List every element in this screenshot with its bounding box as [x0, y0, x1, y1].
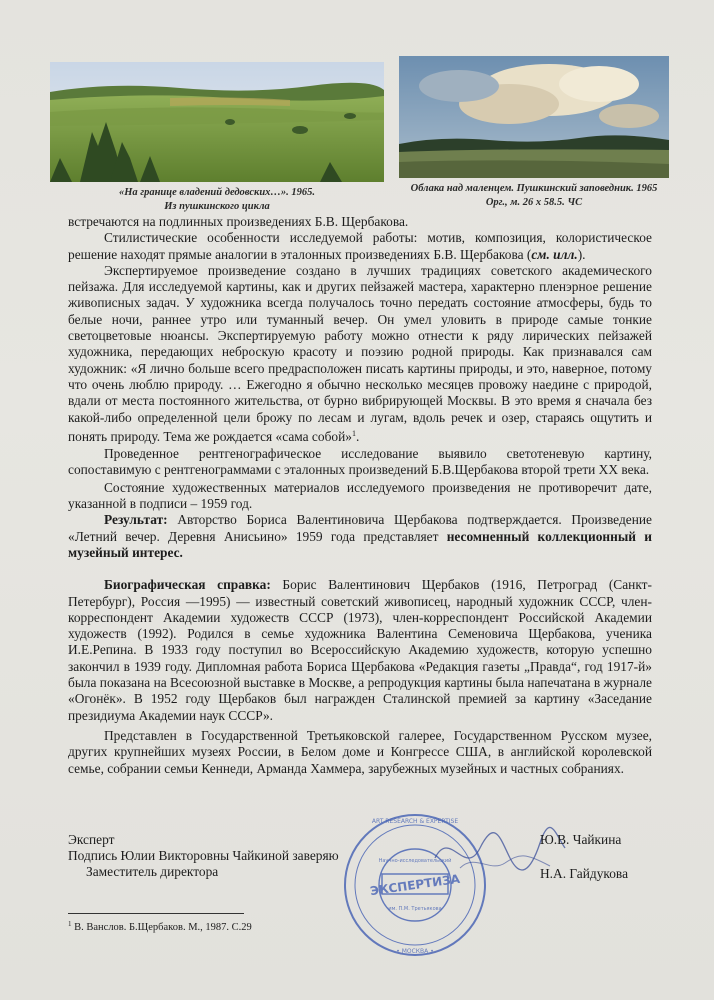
- document-body: [68, 214, 652, 777]
- painting-clouds: [399, 56, 669, 178]
- painting-forest-edge: [50, 62, 384, 182]
- paragraph-text: Стилистические особенности исследуемой работы: мотив, композиция, колористическое решение находят прямые аналогии в эталонных произведениях Б.В. Щербакова (: [68, 230, 652, 262]
- result-conclusion: несомненный коллекционный и музейный интерес.: [68, 528, 652, 560]
- svg-text:ART RESEARCH & EXPERTISE: ART RESEARCH & EXPERTISE: [371, 818, 459, 825]
- paragraph-text: Авторство Бориса Валентиновича Щербакова подтверждается. Произведение «Летний вечер. Деревня Анисьино» 1959 года представляет: [68, 512, 652, 544]
- paragraph-text: Представлен в Государственной Третьяковской галерее, Государственном Русском музее, других крупнейших музеях России, в Белом доме и Конгрессе США, в английской королевской семье, собрании семьи Кеннеди, Арманда Хаммера, зарубежных музейных и частных собраниях.: [68, 727, 652, 776]
- result-label: Результат:: [104, 512, 168, 528]
- paragraph-text: .: [355, 428, 360, 444]
- deputy-director-name: Н.А. Гайдукова: [540, 866, 629, 881]
- svg-text:им. П.М. Третьякова: им. П.М. Третьякова: [388, 906, 442, 912]
- paragraph: [68, 263, 652, 445]
- caption-line: Облака над маленцем. Пушкинский заповедник. 1965: [410, 183, 658, 194]
- footnote: [68, 918, 252, 934]
- deputy-director-label: Заместитель директора: [86, 864, 219, 879]
- paragraph-text: встречаются на подлинных произведениях Б.В. Щербакова.: [68, 214, 409, 229]
- paragraph: [68, 446, 652, 479]
- paragraph: [68, 480, 652, 513]
- paragraph: [68, 214, 652, 230]
- paragraph: [68, 728, 652, 777]
- caption-line: «На границе владений дедовских…». 1965.: [118, 187, 316, 198]
- certification-line: Подпись Юлии Викторовны Чайкиной заверяю: [68, 848, 339, 863]
- caption-line: Орг., м. 26 х 58.5. ЧС: [485, 197, 583, 208]
- paragraph-text: ).: [577, 246, 586, 262]
- svg-text:Научно-исследовательский: Научно-исследовательский: [378, 858, 452, 864]
- paragraph-text: Экспертируемое произведение создано в лучших традициях советского академического пейзажа. Для исследуемой картины, как и других пейзажей мастера, характерно пленэрное решение живописных задач. У художника всегда получалось точно передать состояние атмосферы, будь то белые ночи, раннее утро или туманный вечер. Он умел уловить в природе самые тонкие светоцветовые нюансы. Экспертируемую работу можно отнести к ряду лирических пейзажей художника, передающих неброскую красоту и поэзию родной природы. Как признавался сам художник: «Я лично больше всего предрасположен писать картины природы, и это, наверное, потому что очень люблю природу. … Ежегодно я обычно несколько месяцев провожу наедине с природой, вдали от места постоянного жительства, от бурно вибрирующей Москвы. В это время я сначала без какой-либо определенной цели брожу по лесам и лугам, вдоль речек и озер, стараясь ощутить и понять природу. Тема же рождается «сама собой»: [68, 262, 652, 444]
- svg-text:• МОСКВА •: • МОСКВА •: [396, 948, 434, 955]
- footnote-mark: 1: [68, 920, 72, 928]
- painting-caption: [50, 186, 384, 214]
- footnote-separator: [68, 913, 244, 914]
- footnote-marker: 1: [351, 428, 356, 438]
- expert-label: Эксперт: [68, 832, 115, 847]
- paragraph: [68, 230, 652, 263]
- footnote-text: В. Ванслов. Б.Щербаков. М., 1987. С.29: [71, 922, 252, 933]
- caption-line: Из пушкинского цикла: [164, 201, 270, 212]
- paragraph-text: Состояние художественных материалов исследуемого произведения не противоречит дате, указанной в подписи – 1959 год.: [68, 479, 652, 512]
- result-paragraph: [68, 512, 652, 561]
- paragraph-text: Борис Валентинович Щербаков (1916, Петроград (Санкт-Петербург), Россия —1995) — известный советский живописец, народный художник СССР, член-корреспондент Академии художеств СССР (1973), член-корреспондент Российской Академии художеств (1992). Родился в семье художника Валентина Семеновича Щербакова, ученика И.Е.Репина. В 1933 году поступил во Всероссийскую Академию художеств, которую успешно закончил в 1939 году. Дипломная работа Бориса Щербакова «Редакция газеты „Правда“, год 1917-й» была показана на Всесоюзной выставке в Москве, а репродукция картины была напечатана в журнале «Огонёк». В 1952 году Щербаков был награжден Сталинской премией за картину «Заседание президиума Академии наук СССР».: [68, 577, 652, 723]
- illustration-reference: см. илл.: [531, 246, 578, 262]
- biography-paragraph: [68, 577, 652, 724]
- paragraph-text: Проведенное рентгенографическое исследование выявило светотеневую картину, сопоставимую с рентгенограммами с эталонных произведений Б.В.Щербакова второй трети XX века.: [68, 446, 652, 478]
- svg-text:ЭКСПЕРТИЗА: ЭКСПЕРТИЗА: [369, 871, 461, 899]
- biography-label: Биографическая справка:: [104, 577, 271, 593]
- painting-caption: [399, 182, 669, 210]
- expert-name: Ю.В. Чайкина: [540, 832, 622, 847]
